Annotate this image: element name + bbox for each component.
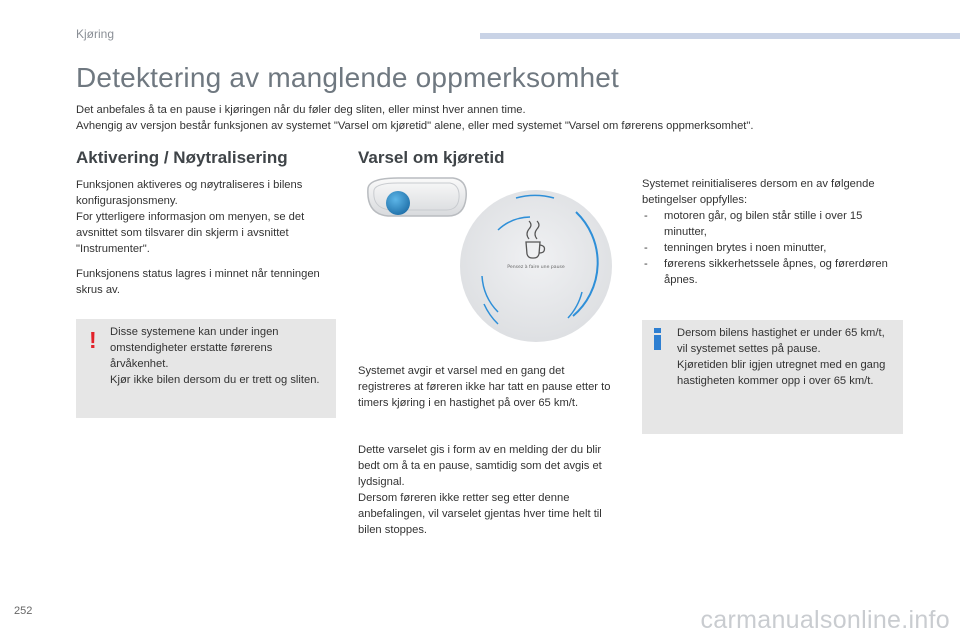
warning-icon: !	[89, 327, 97, 353]
page-title: Detektering av manglende oppmerksomhet	[76, 62, 620, 93]
heading-driving-time-alert: Varsel om kjøretid	[358, 148, 505, 167]
alert-paragraph: Systemet avgir et varsel med en gang det registreres at føreren ikke har tatt en pause etter to timers kjøring i en hastighet på over 65 km/t.	[358, 365, 611, 409]
activation-line: For ytterligere informasjon om menyen, se det avsnittet som tilsvarer din skjerm i avsnittet "Instrumenter".	[76, 211, 305, 255]
list-item: - førerens sikkerhetssele åpnes, og førerdøren åpnes.	[642, 256, 904, 288]
warning-box	[76, 319, 336, 418]
heading-activation: Aktivering / Nøytralisering	[76, 148, 288, 167]
header-bar	[480, 33, 960, 39]
status-paragraph: Funksjonens status lagres i minnet når tenningen skrus av.	[76, 268, 320, 296]
info-icon	[654, 328, 662, 350]
info-line: Dersom bilens hastighet er under 65 km/t, vil systemet settes på pause.	[677, 327, 885, 355]
intro-line: Avhengig av versjon består funksjonen av systemet "Varsel om kjøretid" alene, eller med systemet "Varsel om førerens oppmerksomhet".	[76, 120, 754, 132]
reset-conditions-list	[642, 208, 904, 288]
warning-line: Kjør ikke bilen dersom du er trett og sliten.	[110, 374, 320, 386]
info-box	[642, 320, 903, 434]
watermark: carmanualsonline.info	[700, 606, 950, 634]
stalk-button-icon	[368, 178, 466, 216]
message-line: Dette varselet gis i form av en melding der du blir bedt om å ta en pause, samtidig som det avgis et lydsignal.	[358, 444, 602, 488]
section-label: Kjøring	[76, 27, 115, 41]
intro-line: Det anbefales å ta en pause i kjøringen når du føler deg sliten, eller minst hver annen time.	[76, 104, 526, 116]
warning-text	[110, 324, 330, 388]
warning-line: Disse systemene kan under ingen omstendigheter erstatte førerens årvåkenhet.	[110, 326, 279, 370]
activation-line: Funksjonen aktiveres og nøytraliseres i bilens konfigurasjonsmeny.	[76, 179, 303, 207]
activation-paragraph	[76, 177, 338, 257]
page-number: 252	[14, 605, 33, 617]
message-paragraph	[358, 442, 620, 538]
info-line: Kjøretiden blir igjen utregnet med en gang hastigheten kommer opp i over 65 km/t.	[677, 359, 886, 387]
dashboard-illustration-svg	[358, 170, 618, 350]
reset-paragraph: Systemet reinitialiseres dersom en av følgende betingelser oppfylles:	[642, 178, 875, 206]
dashboard-illustration	[358, 170, 618, 350]
gauge-screen-text: Pensez à faire une pause	[507, 265, 565, 270]
list-item: - motoren går, og bilen står stille i over 15 minutter,	[642, 208, 904, 240]
info-text	[677, 325, 897, 389]
intro-text	[76, 102, 936, 134]
message-line: Dersom føreren ikke retter seg etter denne anbefalingen, vil varselet gjentas hver time helt til bilen stoppes.	[358, 492, 602, 536]
list-item: - tenningen brytes i noen minutter,	[642, 240, 904, 256]
